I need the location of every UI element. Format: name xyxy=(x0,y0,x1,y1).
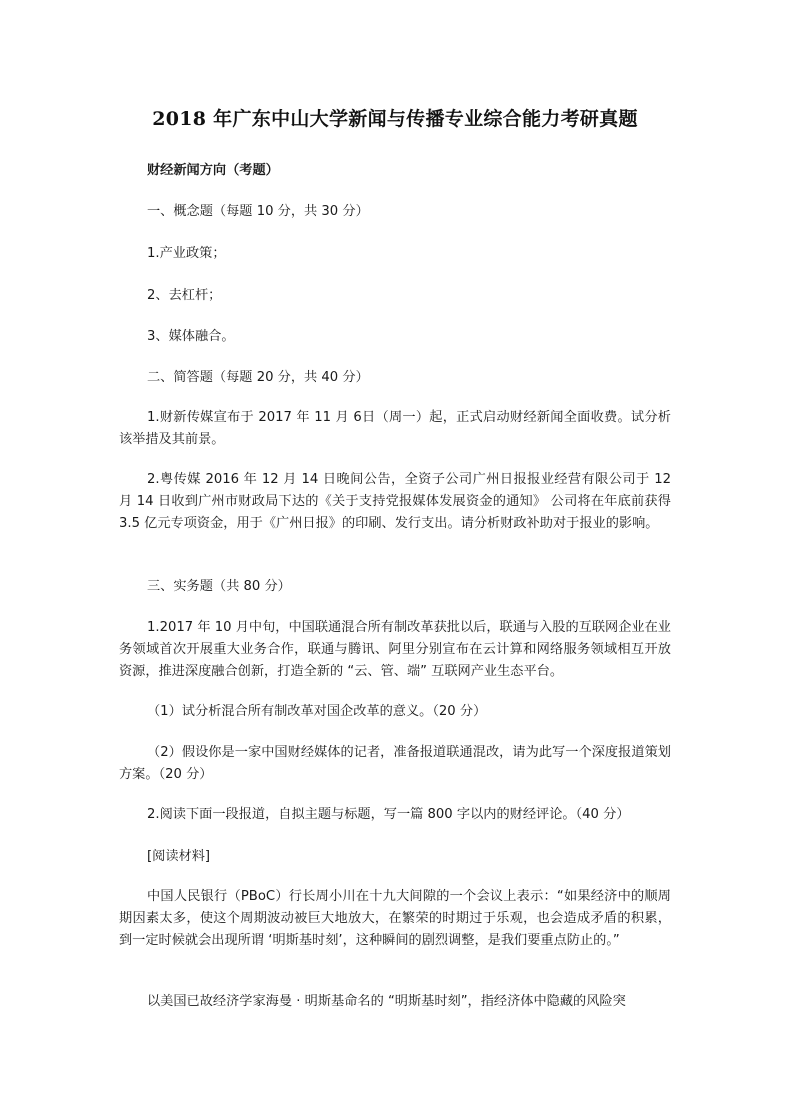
part2-heading: 二、简答题（每题 20 分，共 40 分） xyxy=(147,370,369,385)
part3-question-2: 2.阅读下面一段报道，自拟主题与标题，写一篇 800 字以内的财经评论。（40 分） xyxy=(147,807,630,822)
part3-heading: 三、实务题（共 80 分） xyxy=(147,579,291,594)
reading-paragraph-2: 以美国已故经济学家海曼 · 明斯基命名的 “明斯基时刻”，指经济体中隐藏的风险突 xyxy=(147,994,626,1009)
part3-question-1-sub-2: （2）假设你是一家中国财经媒体的记者，准备报道联通混改，请为此写一个深度报道策划方案。（20 分） xyxy=(119,745,671,782)
part2-question-1: 1.财新传媒宣布于 2017 年 11 月 6日（周一）起，正式启动财经新闻全面收费。试分析该举措及其前景。 xyxy=(119,410,671,447)
part2-question-2: 2.粤传媒 2016 年 12 月 14 日晚间公告，全资子公司广州日报报业经营有限公司于 12 月 14 日收到广州市财政局下达的《关于支持党报媒体发展资金的通知》 公司将在年底前获得 3.5 亿元专项资金，用于《广州日报》的印刷、发行支出。请分析财政补助对于报业的影响。 xyxy=(119,472,671,531)
part1-heading: 一、概念题（每题 10 分，共 30 分） xyxy=(147,204,369,219)
reading-material-label: [阅读材料] xyxy=(147,849,211,864)
part3-question-1-sub-1: （1）试分析混合所有制改革对国企改革的意义。（20 分） xyxy=(147,704,487,719)
section-heading: 财经新闻方向（考题） xyxy=(147,163,279,178)
part3-question-1: 1.2017 年 10 月中旬，中国联通混合所有制改革获批以后，联通与入股的互联网企业在业务领域首次开展重大业务合作，联通与腾讯、阿里分别宣布在云计算和网络服务领域相互开放资源，推进深度融合创新，打造全新的 “云、管、端” 互联网产业生态平台。 xyxy=(119,620,671,679)
part1-item-3: 3、媒体融合。 xyxy=(147,329,235,344)
part1-item-1: 1.产业政策； xyxy=(147,246,226,261)
part1-item-2: 2、去杠杆； xyxy=(147,288,222,303)
reading-paragraph-1: 中国人民银行（PBoC）行长周小川在十九大间隙的一个会议上表示：“如果经济中的顺周期因素太多，使这个周期波动被巨大地放大，在繁荣的时期过于乐观，也会造成矛盾的积累，到一定时候就会出现所谓 ‘明斯基时刻’，这种瞬间的剧烈调整，是我们要重点防止的。” xyxy=(119,889,671,948)
page-title: 2018 年广东中山大学新闻与传播专业综合能力考研真题 xyxy=(152,108,638,130)
